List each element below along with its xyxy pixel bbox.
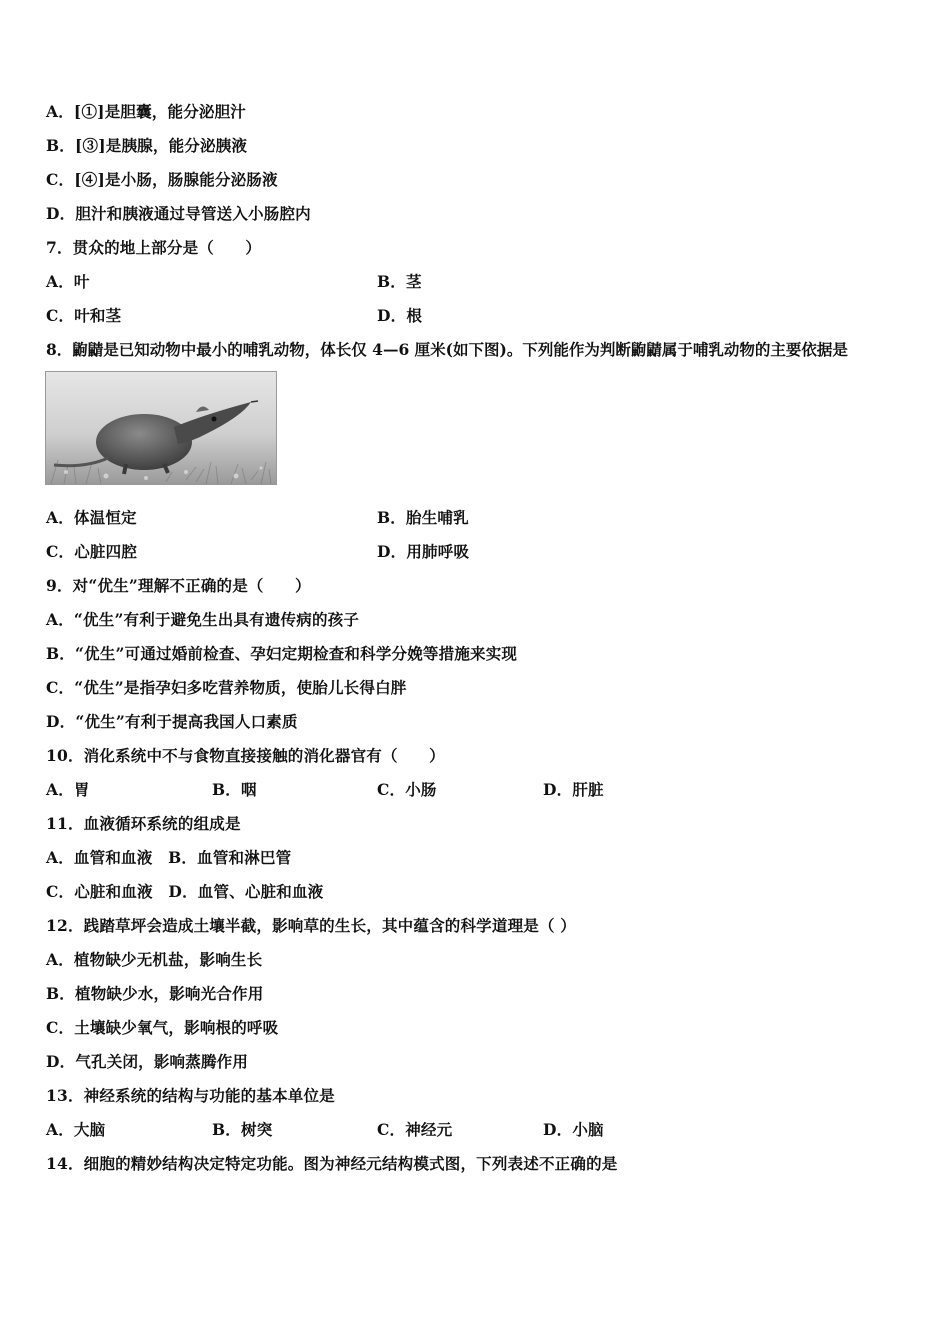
q13-option-a: A．大脑	[46, 1120, 106, 1139]
q7-option-d: D．根	[377, 306, 423, 325]
q12-option-d: D．气孔关闭，影响蒸腾作用	[46, 1052, 249, 1071]
q13-option-b: B．树突	[212, 1120, 273, 1139]
q14-stem: 14．细胞的精妙结构决定特定功能。图为神经元结构模式图，下列表述不正确的是	[46, 1154, 618, 1173]
shrew-illustration	[46, 372, 276, 484]
q10-option-a: A．胃	[46, 780, 90, 799]
q12-option-a: A．植物缺少无机盐，影响生长	[46, 950, 263, 969]
q11-options-row2: C．心脏和血液 D．血管、心脏和血液	[46, 882, 324, 901]
q9-stem: 9．对“优生”理解不正确的是（ ）	[46, 576, 311, 595]
q7-option-c: C．叶和茎	[46, 306, 122, 325]
q8-option-d: D．用肺呼吸	[377, 542, 470, 561]
q9-option-b: B．“优生”可通过婚前检查、孕妇定期检查和科学分娩等措施来实现	[46, 644, 518, 663]
q6-option-c: C．[④]是小肠，肠腺能分泌肠液	[46, 170, 278, 189]
q6-option-d: D．胆汁和胰液通过导管送入小肠腔内	[46, 204, 311, 223]
q10-stem: 10．消化系统中不与食物直接接触的消化器官有（ ）	[46, 746, 445, 765]
q8-stem: 8．鼩鼱是已知动物中最小的哺乳动物，体长仅 4—6 厘米(如下图)。下列能作为判断鼩鼱属于哺乳动物的主要依据是	[46, 340, 848, 359]
shrew-photo	[45, 371, 277, 485]
q12-option-b: B．植物缺少水，影响光合作用	[46, 984, 264, 1003]
q9-option-c: C．“优生”是指孕妇多吃营养物质，使胎儿长得白胖	[46, 678, 407, 697]
q10-option-d: D．肝脏	[543, 780, 604, 799]
q6-option-a: A．[①]是胆囊，能分泌胆汁	[46, 102, 246, 121]
q9-option-a: A．“优生”有利于避免生出具有遗传病的孩子	[46, 610, 360, 629]
q9-option-d: D．“优生”有利于提高我国人口素质	[46, 712, 298, 731]
q13-option-c: C．神经元	[377, 1120, 453, 1139]
q6-option-b: B．[③]是胰腺，能分泌胰液	[46, 136, 248, 155]
q12-stem: 12．践踏草坪会造成土壤半截，影响草的生长，其中蕴含的科学道理是（ ）	[46, 916, 576, 935]
q12-option-c: C．土壤缺少氧气，影响根的呼吸	[46, 1018, 279, 1037]
q13-option-d: D．小脑	[543, 1120, 604, 1139]
q10-option-b: B．咽	[212, 780, 257, 799]
q13-stem: 13．神经系统的结构与功能的基本单位是	[46, 1086, 335, 1105]
q7-option-b: B．茎	[377, 272, 422, 291]
q8-option-a: A．体温恒定	[46, 508, 137, 527]
q8-option-c: C．心脏四腔	[46, 542, 138, 561]
q11-options-row1: A．血管和血液 B．血管和淋巴管	[46, 848, 292, 867]
q7-option-a: A．叶	[46, 272, 90, 291]
q10-option-c: C．小肠	[377, 780, 437, 799]
q7-stem: 7．贯众的地上部分是（ ）	[46, 238, 262, 257]
q11-stem: 11．血液循环系统的组成是	[46, 814, 241, 833]
q8-option-b: B．胎生哺乳	[377, 508, 469, 527]
